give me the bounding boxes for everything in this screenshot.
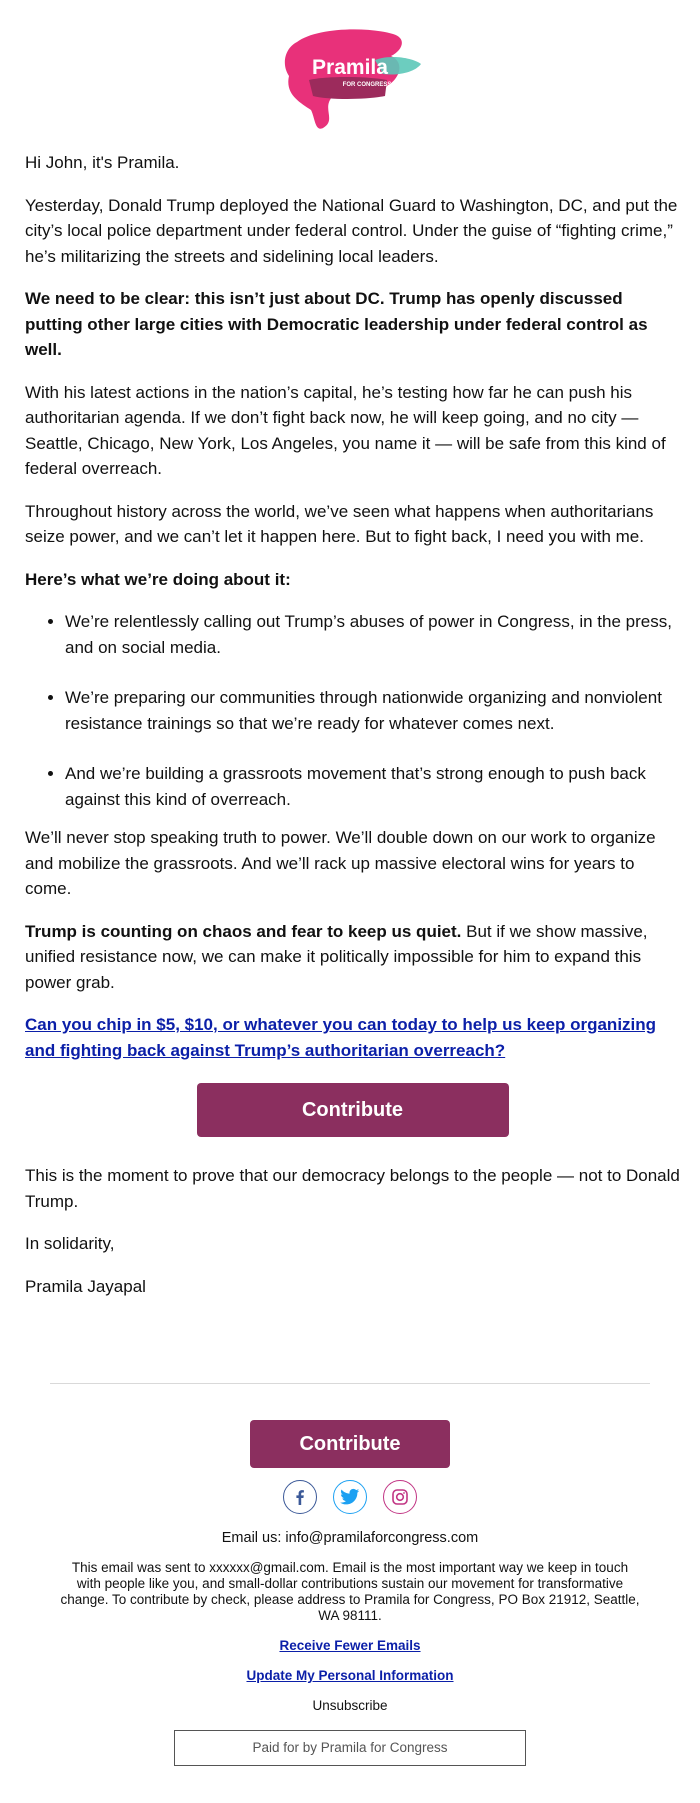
- update-personal-info-link[interactable]: Update My Personal Information: [246, 1668, 454, 1683]
- paragraph-1: Yesterday, Donald Trump deployed the National Guard to Washington, DC, and put the city’s local police department under federal control. Under the guise of “fighting crime,” he’s militarizing the streets and sidelining local leaders.: [25, 195, 678, 266]
- ask-paragraph: [25, 1012, 680, 1063]
- greeting: Hi John, it's Pramila.: [25, 153, 180, 172]
- paragraph-3: With his latest actions in the nation’s capital, he’s testing how far he can push his authoritarian agenda. If we don’t fight back now, he will keep going, and no city — Seattle, Chicago, New York, Los Angeles, you name it — will be safe from this kind of federal overreach.: [25, 382, 666, 478]
- recipient-note: This email was sent to xxxxxx@gmail.com. Email is the most important way we keep in touch with people like you, and small-dollar contributions sustain our movement for transformative change. To contribute by check, please address to Pramila for Congress, PO Box 21912, Seattle, WA 98111.: [60, 1560, 640, 1623]
- social-links: [50, 1480, 650, 1514]
- donate-ask-link[interactable]: Can you chip in $5, $10, or whatever you can today to help us keep organizing and fighting back against Trump’s authoritarian overreach?: [25, 1015, 657, 1060]
- signoff: In solidarity,: [25, 1234, 115, 1253]
- action-list: [25, 609, 680, 812]
- paragraph-6-rest: But if we show massive, unified resistance now, we can make it politically impossible for him to expand this power grab.: [25, 921, 648, 992]
- paragraph-7: This is the moment to prove that our democracy belongs to the people — not to Donald Trump.: [25, 1166, 680, 1211]
- twitter-icon[interactable]: [333, 1480, 367, 1514]
- paragraph-2: We need to be clear: this isn’t just about DC. Trump has openly discussed putting other large cities with Democratic leadership under federal control as well.: [25, 289, 648, 359]
- list-item: • We’re preparing our communities through nationwide organizing and nonviolent resistance trainings so that we’re ready for whatever comes next.: [65, 685, 680, 736]
- paragraph-5: We’ll never stop speaking truth to power. We’ll double down on our work to organize and mobilize the grassroots. And we’ll rack up massive electoral wins for years to come.: [25, 828, 656, 898]
- facebook-icon[interactable]: [283, 1480, 317, 1514]
- paragraph-4: Throughout history across the world, we’ve seen what happens when authoritarians seize power, and we can’t let it happen here. But to fight back, I need you with me.: [25, 501, 654, 546]
- unsubscribe-link[interactable]: Unsubscribe: [312, 1698, 388, 1713]
- list-item: • We’re relentlessly calling out Trump’s abuses of power in Congress, in the press, and on social media.: [65, 609, 680, 660]
- email-body: [25, 150, 680, 1316]
- pramila-logo[interactable]: [275, 24, 425, 136]
- paragraph-6: [25, 919, 680, 996]
- email-footer: [50, 1420, 650, 1766]
- logo-header: [0, 24, 700, 136]
- footer-divider: [50, 1383, 650, 1384]
- logo-tagline: FOR CONGRESS: [342, 82, 392, 88]
- receive-fewer-emails-link[interactable]: Receive Fewer Emails: [279, 1638, 421, 1653]
- contribute-button[interactable]: Contribute: [197, 1083, 509, 1137]
- contact-email: Email us: info@pramilaforcongress.com: [221, 1530, 479, 1546]
- list-item: • And we’re building a grassroots movement that’s strong enough to push back against this kind of overreach.: [65, 761, 680, 812]
- instagram-icon[interactable]: [383, 1480, 417, 1514]
- paid-for-disclaimer: Paid for by Pramila for Congress: [174, 1730, 526, 1766]
- signature: Pramila Jayapal: [25, 1276, 146, 1296]
- paragraph-6-bold: Trump is counting on chaos and fear to keep us quiet.: [25, 921, 462, 941]
- footer-contribute-button[interactable]: Contribute: [250, 1420, 450, 1468]
- list-heading: Here’s what we’re doing about it:: [25, 569, 291, 589]
- logo-name: Pramila: [312, 56, 388, 79]
